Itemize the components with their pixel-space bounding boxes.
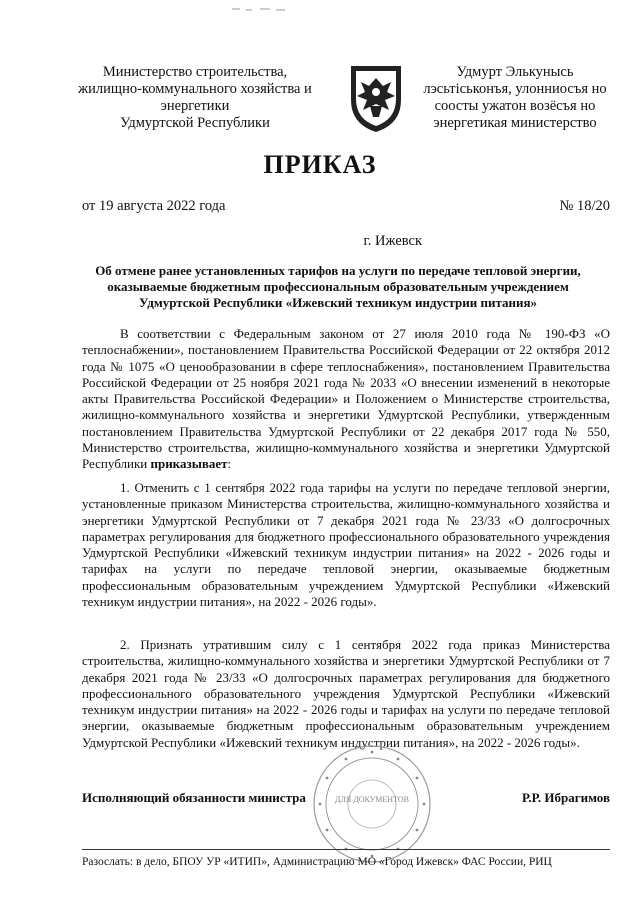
preamble-text: В соответствии с Федеральным законом от 27 июля 2010 года № 190-ФЗ «О теплоснабжении», постановлением Правительства Российской Федерации от 22 октября 2012 года № 1075 «О ценообразовании в сфере теплоснабжения», постановлением Правительства Российской Федерации от 25 ноября 2021 года № 2033 «О внесении изменений в некоторые акты Правительства Российской Федерации» и Положением о Министерстве строительства, жилищно-коммунального хозяйства и энергетики Удмуртской Республики, утвержденным постановлением Правительства Удмуртской Республики от 22 декабря 2017 года № 550, Министерство строительства, жилищно-коммунального хозяйства и энергетики Удмуртской Республики (82, 326, 610, 472)
city-text: г. Ижевск (363, 233, 422, 249)
ministry-name-udmurt (405, 64, 625, 132)
ministry-line: Удмурт Элькунысь (456, 64, 574, 80)
ministry-line: Министерство строительства, (102, 64, 288, 80)
stamp-text: ДЛЯ ДОКУМЕНТОВ (335, 795, 409, 804)
order-item-2: 2. Признать утратившим силу с 1 сентября 2022 года приказ Министерства строительства, жилищно-коммунального хозяйства и энергетики Удмуртской Республики от 7 декабря 2021 года № 23/33 «О долгосрочных параметрах регулирования для бюджетного профессионального образовательного учреждения Удмуртской Республики «Ижевский техникум индустрии питания» на 2022 - 2026 годы и тарифах на услуги по передаче тепловой энергии, оказываемые бюджетным профессиональным образовательным учреждением Удмуртской Республики «Ижевский техникум индустрии питания», на 2022 - 2026 годы». (82, 637, 610, 750)
document-title: ПРИКАЗ (263, 150, 377, 179)
preamble-paragraph (82, 326, 610, 473)
signer-title: Исполняющий обязанности министра (82, 790, 306, 805)
order-item-1: 1. Отменить с 1 сентября 2022 года тарифы на услуги по передаче тепловой энергии, установленные приказом Министерства строительства, жилищно-коммунального хозяйства и энергетики Удмуртской Республики от 7 декабря 2021 года № 23/33 «О долгосрочных параметрах регулирования для бюджетного профессионального образовательного учреждения Удмуртской Республики «Ижевский техникум индустрии питания» на 2022 - 2026 годы и тарифах на услуги по передаче тепловой энергии, оказываемые бюджетным профессиональным образовательным учреждением Удмуртской Республики «Ижевский техникум индустрии питания», на 2022 - 2026 годы». (82, 480, 610, 610)
footer-divider (82, 849, 610, 850)
document-subject: Об отмене ранее установленных тарифов на услуги по передаче тепловой энергии, оказываемые бюджетным профессиональным образовательным учреждением Удмуртской Республики «Ижевский техникум индустрии питания» (95, 263, 581, 310)
scan-artifact (230, 0, 290, 6)
preamble-emphasis: приказывает (150, 456, 228, 472)
distribution-list: Разослать: в дело, БПОУ УР «ИТИП», Администрацию МО «Город Ижевск» ФАС России, РИЦ (82, 856, 552, 868)
ministry-line: Удмуртской Республики (120, 115, 270, 131)
ministry-line: жилищно-коммунального хозяйства и (78, 81, 312, 97)
signer-name: Р.Р. Ибрагимов (522, 790, 610, 805)
document-number: № 18/20 (559, 198, 610, 214)
preamble-end: : (227, 456, 232, 472)
ministry-line: соосты ужатон возёсъя но (434, 98, 596, 114)
coat-of-arms-emblem (345, 62, 407, 134)
document-city (0, 233, 640, 250)
ministry-line: энергетики (160, 98, 230, 114)
ministry-name-russian (60, 64, 330, 132)
ministry-line: энергетикая министерство (433, 115, 597, 131)
ministry-line: лэсьтiськонъя, улонниосъя но (423, 81, 607, 97)
document-date: от 19 августа 2022 года (82, 198, 226, 214)
